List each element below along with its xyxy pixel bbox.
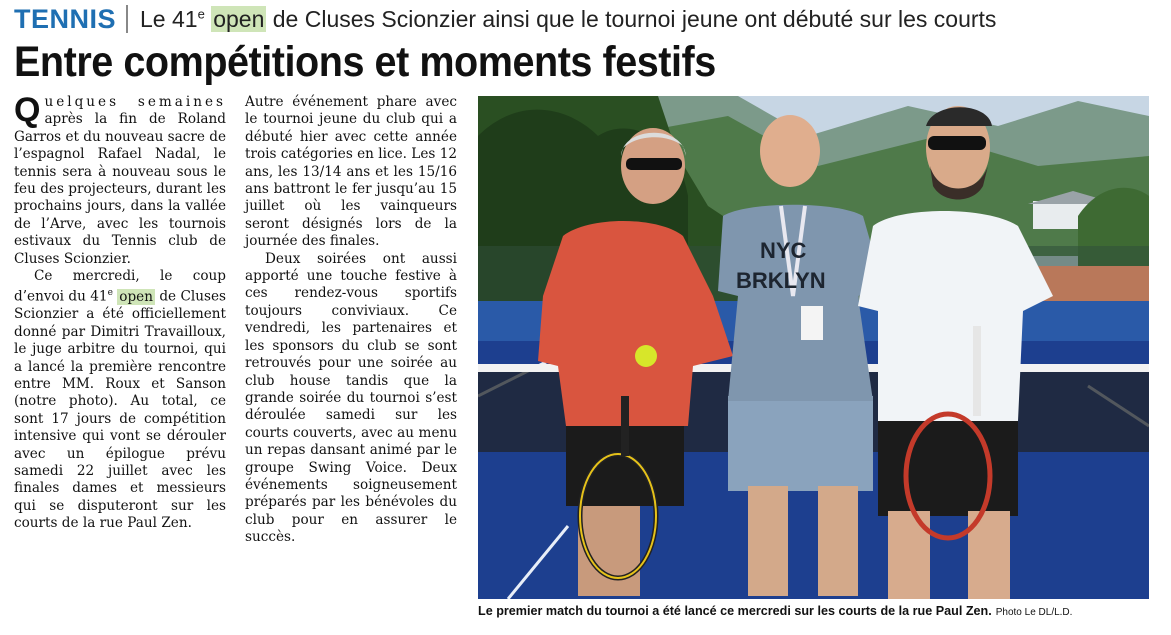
kicker-line <box>14 2 996 36</box>
paragraph-2-highlight: open <box>119 289 153 305</box>
paragraph-3: Autre événement phare avec le tournoi jeune du club qui a débuté hier avec cette année trois catégories en lice. Les 12 ans, les 13/14 ans et les 15/16 ans battront le fer jusqu’au 15 juillet où les vainqueurs seront désignés lors de la journée des finales. <box>245 94 457 250</box>
deck-sup: e <box>197 5 205 21</box>
article-column-2 <box>245 94 457 547</box>
paragraph-2-post: de Cluses Scionzier a été officiellement donné par Dimitri Travailloux, le juge arbitre du tournoi, qui a lancé la première rencontre entre MM. Roux et Sanson (notre photo). Au total, ce sont 17 jours de compétition intensive qui vont se dérouler avec un épilogue prévu samedi 22 juillet avec les finales dames et messieurs qui se disputeront sur les courts de la rue Paul Zen. <box>14 289 226 532</box>
dropcap: Q <box>14 91 41 129</box>
rubric-separator <box>126 5 128 33</box>
lead-word: uelques semaines <box>44 94 226 110</box>
caption-text: Le premier match du tournoi a été lancé ce mercredi sur les courts de la rue Paul Zen. <box>478 604 992 618</box>
photo-credit: Photo Le DL/L.D. <box>995 607 1073 618</box>
section-rubric: TENNIS <box>14 3 117 34</box>
paragraph-4: Deux soirées ont aussi apporté une touche festive à ces rendez-vous sportifs toujours conviviaux. Ce vendredi, les partenaires et les sponsors du club se sont retrouvés pour une soirée au club house tandis que la grande soirée du tournoi s’est déroulée samedi sur les courts couverts, avec au menu un repas dansant animé par le groupe Swing Voice. Deux événements soigneusement préparés par les bénévoles du club pour en assurer le succès. <box>245 250 457 546</box>
paragraph-2-pre: Ce mercredi, le coup d’envoi du 41 <box>14 268 226 305</box>
tshirt-text-2: BRKLYN <box>736 268 826 293</box>
deck-highlight: open <box>213 5 265 32</box>
paragraph-1 <box>14 91 226 268</box>
tshirt-text-1: NYC <box>760 238 807 263</box>
article-photo <box>478 96 1149 599</box>
headline: Entre compétitions et moments festifs <box>14 38 716 86</box>
photo-caption <box>478 604 1158 618</box>
paragraph-1-text: après la fin de Roland Garros et du nouveau sacre de l’espagnol Rafael Nadal, le tennis sera à nouveau sous le feu des projecteurs, durant les prochains jours, dans la vallée de l’Arve, avec les tournois estivaux du Tennis club de Cluses Scionzier. <box>14 111 226 267</box>
deck-text <box>140 6 996 33</box>
article-column-1 <box>14 91 226 533</box>
deck-post: de Cluses Scionzier ainsi que le tournoi jeune ont débuté sur les courts <box>272 5 997 32</box>
paragraph-2 <box>14 268 226 533</box>
paragraph-2-sup: e <box>107 288 113 299</box>
deck-pre: Le 41 <box>140 5 198 32</box>
